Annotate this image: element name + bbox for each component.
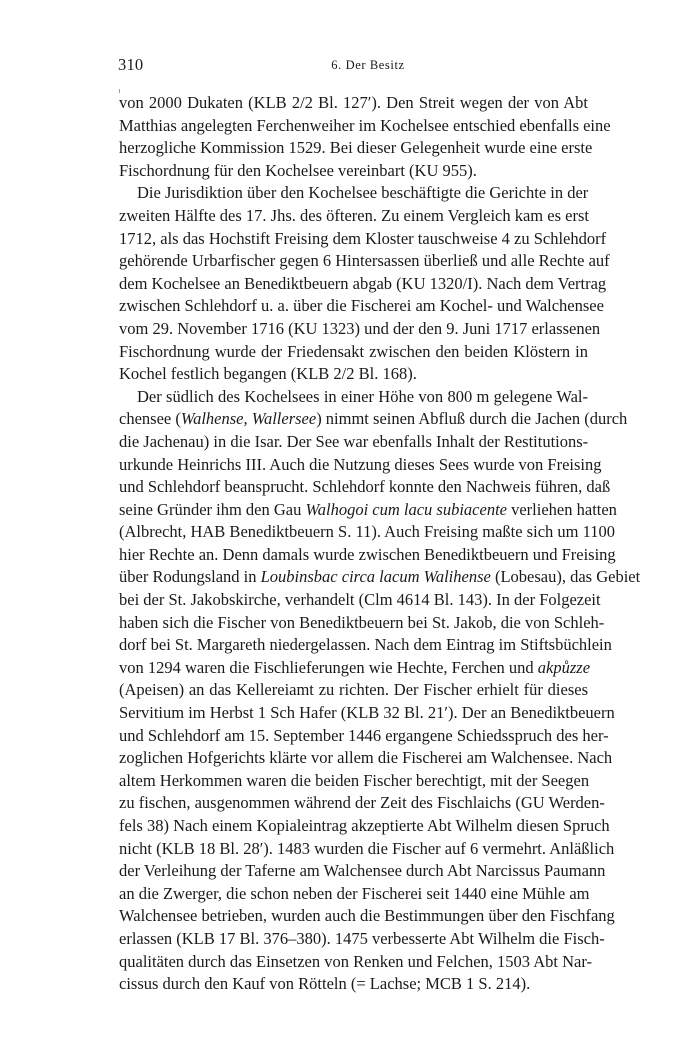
text-segment: ) nimmt seinen Abfluß durch die Jachen (durch [316,409,628,429]
text-segment: qualitäten durch das Einsetzen von Renken und Felchen, 1503 Abt Nar- [119,951,593,971]
page-number: 310 [118,55,144,74]
text-line [119,860,606,883]
text-segment: herzogliche Kommission 1529. Bei dieser Gelegenheit wurde eine erste [119,138,593,158]
text-segment: und Schlehdorf am 15. September 1446 ergangene Schiedsspruch des her- [119,725,609,745]
text-segment: zweiten Hälfte des 17. Jhs. des öfteren. Zu einem Vergleich kam es erst [119,205,589,225]
text-line [119,228,607,251]
text-line [119,589,601,612]
text-segment: Walchensee betrieben, wurden auch die Bestimmungen über den Fischfang [119,906,615,926]
paragraph [119,386,641,996]
text-line [119,92,588,115]
text-segment: Kochel festlich begangen (KLB 2/2 Bl. 168). [119,364,417,384]
text-segment: hier Rechte an. Denn damals wurde zwischen Benediktbeuern und Freising [119,544,616,564]
text-line [119,951,593,974]
text-segment: die Jachenau) in die Isar. Der See war ebenfalls Inhalt der Restitutions- [119,431,589,451]
text-line [119,612,605,635]
text-line [119,341,588,364]
text-line [119,205,588,228]
text-line [119,182,588,205]
text-segment: erlassen (KLB 17 Bl. 376–380). 1475 verbesserte Abt Wilhelm die Fisch- [119,928,605,948]
text-line [119,747,613,770]
text-line [119,115,611,138]
text-segment: dorf bei St. Margareth niedergelassen. Nach dem Eintrag im Stiftsbüchlein [119,635,612,655]
paragraph [119,182,610,385]
text-line [119,838,615,861]
italic-text: Loubinsbac circa lacum Walihense [260,567,491,587]
text-segment: bei der St. Jakobskirche, verhandelt (Clm 4614 Bl. 143). In der Folgezeit [119,590,601,610]
text-line [119,544,616,567]
text-segment: (Apeisen) an das Kellereiamt zu richten. Der Fischer erhielt für dieses [119,680,588,700]
text-segment: 1712, als das Hochstift Freising dem Kloster tauschweise 4 zu Schlehdorf [119,228,607,248]
text-line [119,883,588,906]
text-line [119,431,588,454]
text-line [119,318,601,341]
text-line [119,408,628,431]
text-line [119,521,615,544]
text-segment: Servitium im Herbst 1 Sch Hafer (KLB 32 Bl. 21′). Der an Benediktbeuern [119,703,615,723]
text-line [119,770,588,793]
text-segment: von 1294 waren die Fischlieferungen wie Hechte, Ferchen und [119,657,538,677]
text-line [119,702,615,725]
text-segment: Fischordnung wurde der Friedensakt zwischen den beiden Klöstern in [119,341,588,361]
text-segment: zu fischen, ausgenommen während der Zeit des Fischlaichs (GU Werden- [119,793,605,813]
text-segment: und Schlehdorf beansprucht. Schlehdorf konnte den Nachweis führen, daß [119,477,611,497]
text-line [119,499,617,522]
text-segment: der Verleihung der Taferne am Walchensee durch Abt Narcissus Paumann [119,861,606,881]
text-segment: über Rodungsland in [119,567,261,587]
text-line [119,657,591,680]
text-line [119,792,605,815]
text-line [119,815,610,838]
text-segment: gehörende Urbarfischer gegen 6 Hintersassen überließ und alle Rechte auf [119,251,610,271]
text-line [119,634,612,657]
text-segment: Matthias angelegten Ferchenweiher im Kochelsee entschied ebenfalls eine [119,115,611,135]
text-line [119,679,588,702]
text-line [119,137,593,160]
text-line [119,476,611,499]
text-line [119,363,588,386]
text-segment: (Albrecht, HAB Benediktbeuern S. 11). Auch Freising maßte sich um 1100 [119,522,615,542]
text-line [119,386,588,409]
text-segment: haben sich die Fischer von Benediktbeuern bei St. Jakob, die von Schleh- [119,612,605,632]
text-segment: chensee ( [119,409,181,429]
text-line [119,725,609,748]
text-segment: urkunde Heinrichs III. Auch die Nutzung dieses Sees wurde von Freising [119,454,602,474]
text-segment: (Lobesau), das Gebiet [490,567,641,587]
text-segment: Fischordnung für den Kochelsee vereinbart (KU 955). [119,160,477,180]
text-segment: von 2000 Dukaten (KLB 2/2 Bl. 127′). Den Streit wegen der von Abt [119,93,588,112]
text-line [119,973,588,996]
running-header: 6. Der Besitz [331,58,405,72]
text-line [119,905,615,928]
text-segment: altem Herkommen waren die beiden Fischer berechtigt, mit der Seegen [119,770,590,790]
text-line [119,273,607,296]
text-segment: verliehen hatten [506,499,617,519]
text-segment: an die Zwerger, die schon neben der Fischerei seit 1440 eine Mühle am [119,883,590,903]
text-segment: zwischen Schlehdorf u. a. über die Fischerei am Kochel- und Walchensee [119,296,604,316]
text-segment: seine Gründer ihm den Gau [119,499,306,519]
text-line [119,250,610,273]
text-segment: vom 29. November 1716 (KU 1323) und der den 9. Juni 1717 erlassenen [119,318,601,338]
text-segment: dem Kochelsee an Benediktbeuern abgab (KU 1320/I). Nach dem Vertrag [119,273,607,293]
text-line [119,160,588,183]
text-segment: nicht (KLB 18 Bl. 28′). 1483 wurden die Fischer auf 6 vermehrt. Anläßlich [119,838,615,858]
text-line [119,928,605,951]
text-line [119,454,602,477]
text-segment: cissus durch den Kauf von Rötteln (= Lachse; MCB 1 S. 214). [119,974,531,994]
text-segment: Der südlich des Kochelsees in einer Höhe von 800 m gelegene Wal- [137,386,588,406]
body-text [119,92,641,996]
italic-text: Walhense, Wallersee [180,409,317,429]
text-segment: zoglichen Hofgerichts klärte vor allem die Fischerei am Walchensee. Nach [119,748,613,768]
text-line [119,295,604,318]
text-line [119,566,641,589]
italic-text: akpůzze [537,657,591,677]
text-segment: Die Jurisdiktion über den Kochelsee beschäftigte die Gerichte in der [137,183,589,203]
paragraph [119,92,611,182]
text-segment: fels 38) Nach einem Kopialeintrag akzeptierte Abt Wilhelm diesen Spruch [119,816,610,835]
italic-text: Walhogoi cum lacu subiacente [305,499,507,519]
